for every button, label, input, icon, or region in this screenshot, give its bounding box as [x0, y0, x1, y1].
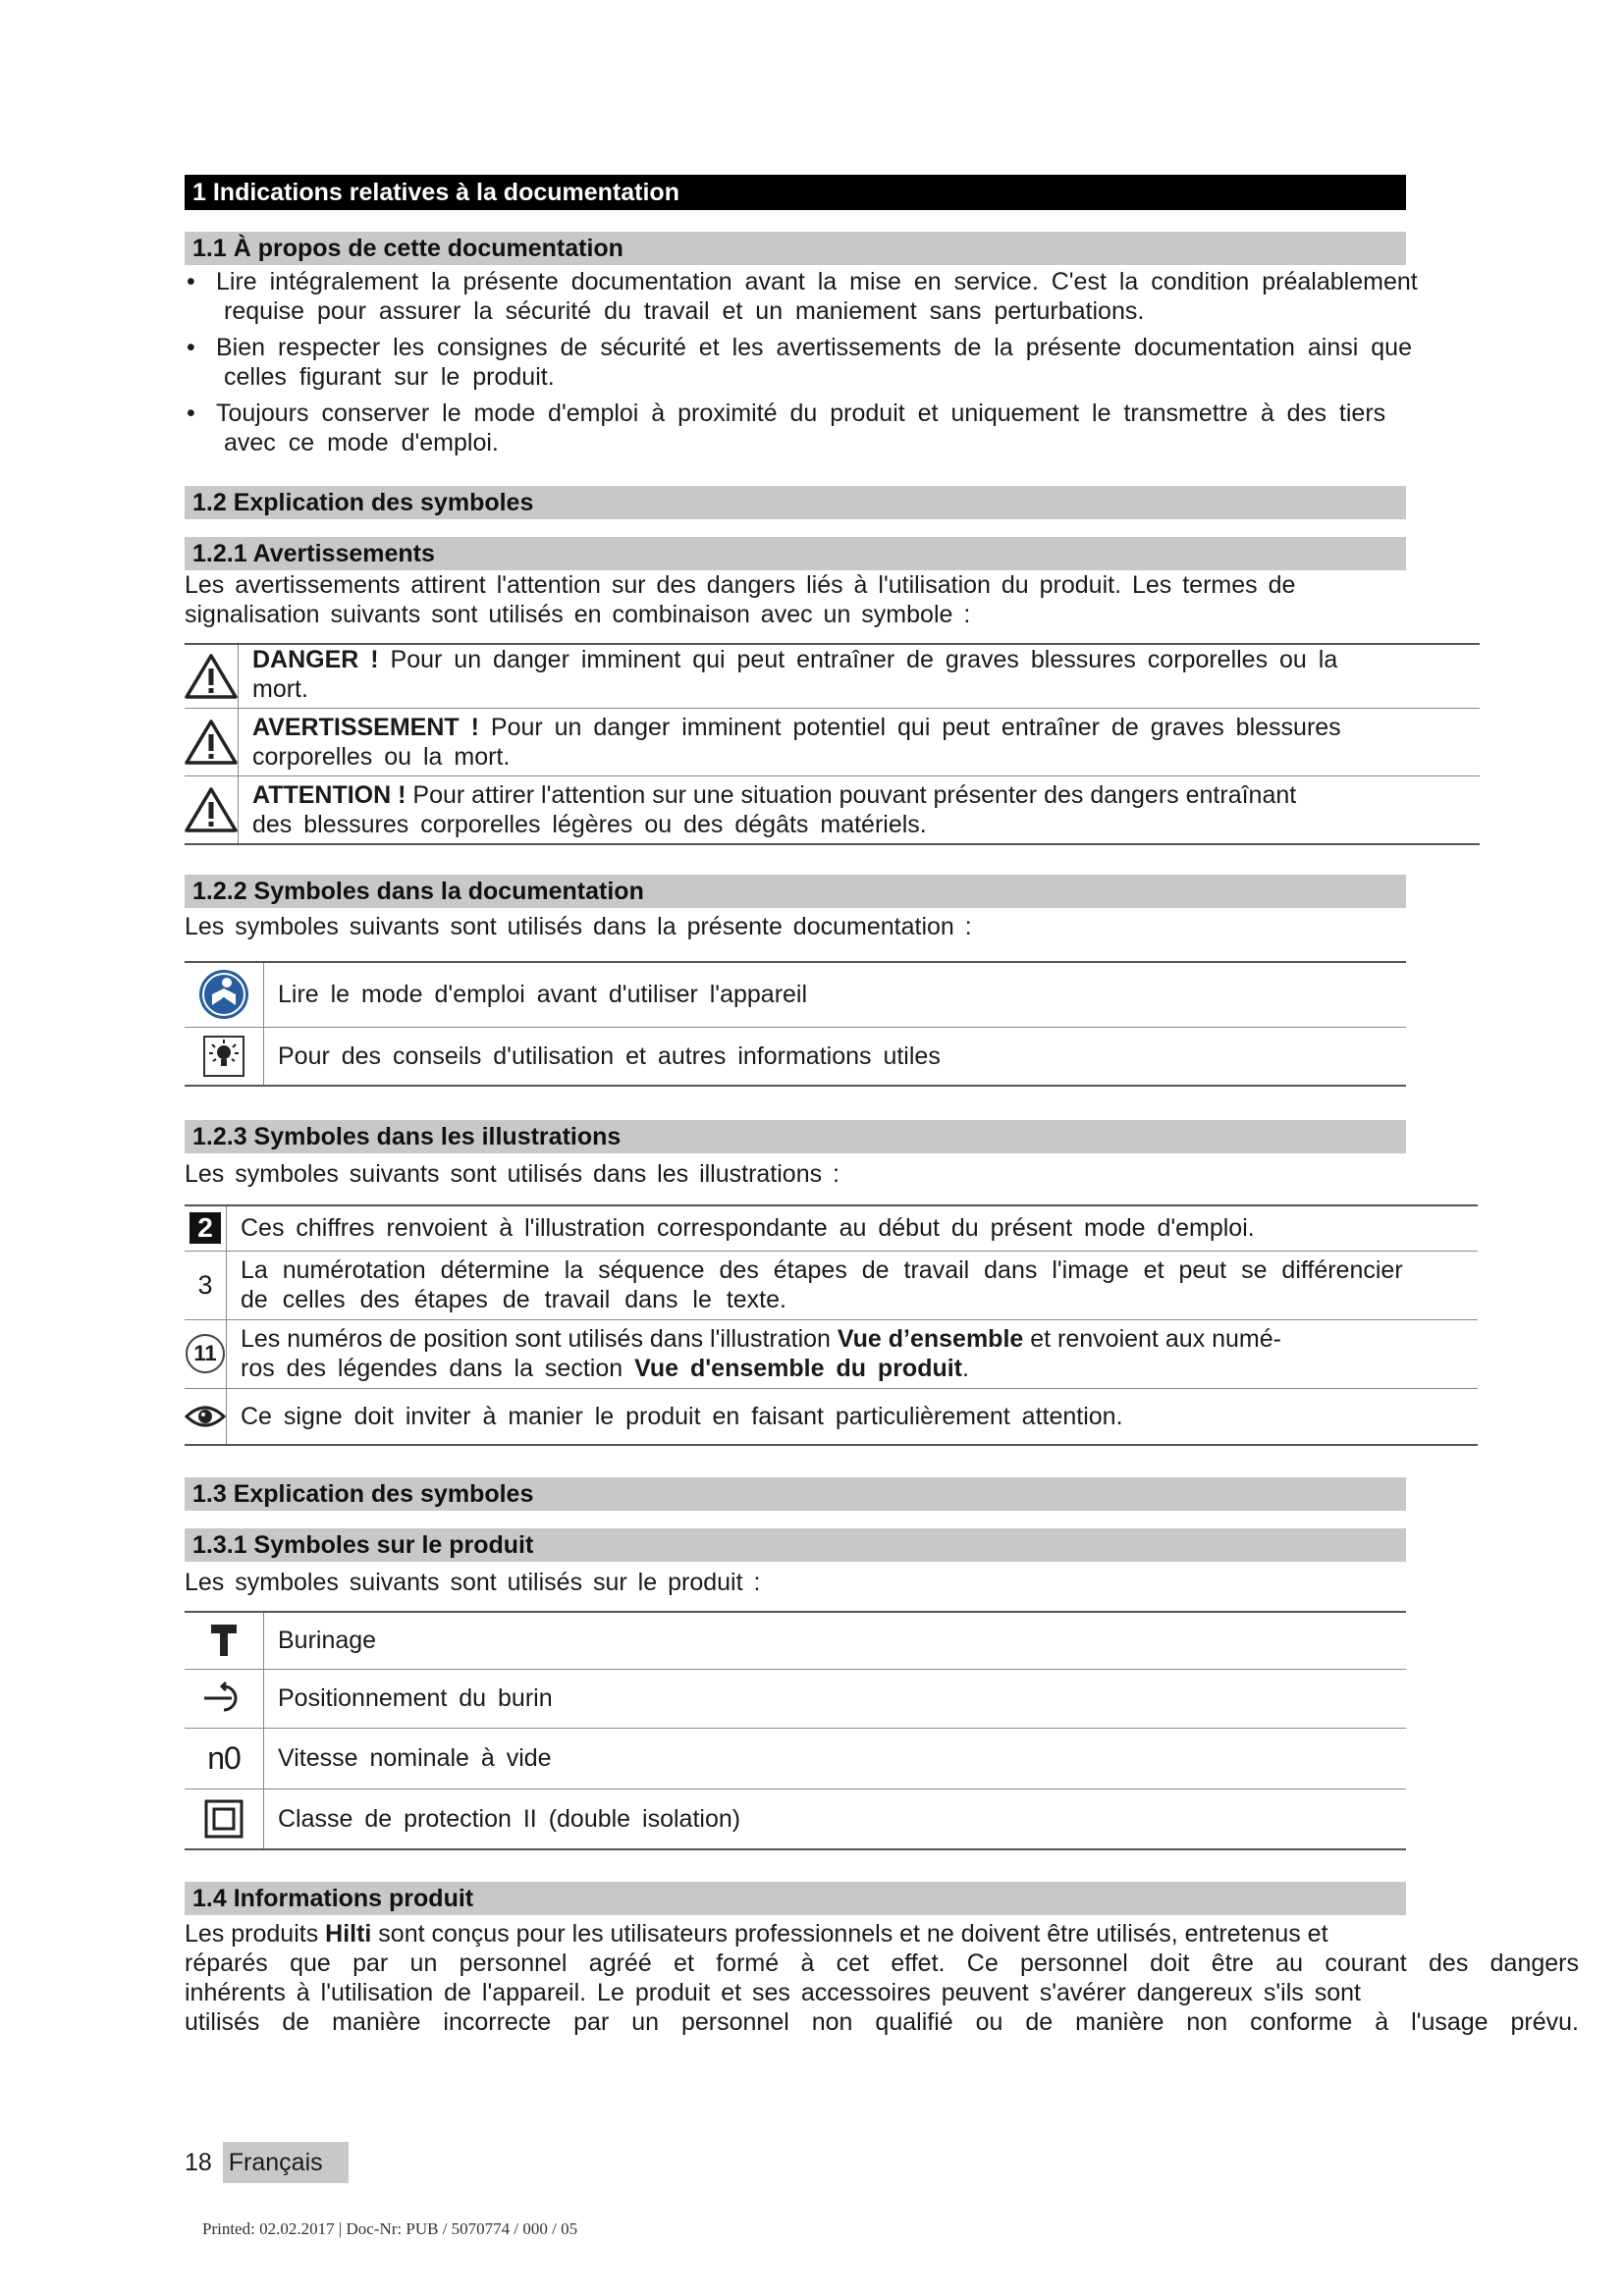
list-item: • Toujours conserver le mode d'emploi à proximité du produit et uniquement le transmettre à des tiers avec ce mode d'emploi.: [185, 399, 1549, 457]
section-1-4-heading: 1.4 Informations produit: [185, 1882, 1406, 1915]
table-row: [185, 1612, 1406, 1669]
table-row: 3 La numérotation détermine la séquence des étapes de travail dans l'image et peut se différencier de celles des étapes de travail dans le texte.: [185, 1251, 1478, 1319]
doc-symbol-text: Lire le mode d'emploi avant d'utiliser l'appareil: [278, 981, 808, 1009]
step-number: 3: [197, 1269, 213, 1300]
chisel-icon: [209, 1623, 239, 1658]
illustration-symbol-text: Ces chiffres renvoient à l'illustration correspondante au début du présent mode d'emploi.: [241, 1214, 1255, 1243]
table-row: [185, 1388, 1478, 1445]
doc-symbols-intro: Les symboles suivants sont utilisés dans la présente documentation :: [185, 913, 972, 940]
section-1-3-heading: 1.3 Explication des symboles: [185, 1477, 1406, 1511]
list-item: • Bien respecter les consignes de sécurité et les avertissements de la présente documentation ainsi que celles figurant sur le produit.: [185, 333, 1549, 392]
page-number: 18: [185, 2149, 212, 2176]
section-1-2-2-heading: 1.2.2 Symboles dans la documentation: [185, 875, 1406, 908]
table-row: ATTENTION ! Pour attirer l'attention sur une situation pouvant présenter des dangers entraînant des blessures corporelles légères ou des dégâts matériels.: [185, 776, 1480, 845]
section-1-2-1-heading: 1.2.1 Avertissements: [185, 537, 1406, 570]
double-insulation-icon: [204, 1799, 244, 1839]
tip-lightbulb-icon: [202, 1035, 245, 1078]
warning-triangle-icon: [185, 719, 238, 766]
table-row: [185, 1027, 1406, 1086]
doc-symbol-text: Pour des conseils d'utilisation et autres informations utiles: [278, 1041, 941, 1070]
product-symbol-text: Classe de protection II (double isolation): [278, 1804, 741, 1833]
product-symbol-text: Positionnement du burin: [278, 1684, 553, 1712]
product-symbol-text: Burinage: [278, 1627, 377, 1655]
section-1-2-heading: 1.2 Explication des symboles: [185, 486, 1406, 519]
illustration-symbols-intro: Les symboles suivants sont utilisés dans les illustrations :: [185, 1160, 840, 1188]
product-symbols-intro: Les symboles suivants sont utilisés sur le produit :: [185, 1569, 761, 1596]
section-1-heading: 1 Indications relatives à la documentation: [185, 175, 1406, 210]
product-symbol-text: Vitesse nominale à vide: [278, 1744, 552, 1772]
warnings-table: [185, 643, 1480, 845]
table-row: AVERTISSEMENT ! Pour un danger imminent potentiel qui peut entraîner de graves blessures corporelles ou la mort.: [185, 709, 1480, 776]
page-footer: [185, 2142, 349, 2183]
warning-triangle-icon: [185, 786, 238, 833]
product-information-text: Les produits Hilti sont conçus pour les utilisateurs professionnels et ne doivent être utilisés, entretenus et réparés que par un personnel agréé et formé à cet effet. Ce personnel doit être au courant des dangers inhérents à l'utilisation de l'appareil. Le produit et ses accessoires peuvent s'avérer dangereux s'ils sont utilisés de manière incorrecte par un personnel non qualifié ou de manière non conforme à l'usage prévu.: [185, 1920, 1579, 2036]
brand-name: Hilti: [325, 1920, 372, 1948]
chisel-positioning-icon: [202, 1681, 245, 1716]
warning-text: Pour un danger imminent potentiel qui peut entraîner de graves blessures: [478, 714, 1341, 741]
eye-icon: [185, 1403, 226, 1430]
read-manual-icon: [197, 968, 250, 1021]
document-page: [185, 175, 1579, 2037]
section-1-2-3-heading: 1.2.3 Symboles dans les illustrations: [185, 1120, 1406, 1153]
warning-signal-word: DANGER !: [252, 646, 379, 673]
table-row: 11 Les numéros de position sont utilisés dans l'illustration Vue d’ensemble et renvoient aux numé- ros des légendes dans la section Vue d'ensemble du produit.: [185, 1319, 1478, 1388]
product-symbols-table: [185, 1611, 1406, 1850]
illustration-symbol-text: Ce signe doit inviter à manier le produit en faisant particulièrement attention.: [241, 1402, 1123, 1430]
section-1-1-heading: 1.1 À propos de cette documentation: [185, 232, 1406, 265]
warning-triangle-icon: [185, 653, 238, 700]
table-row: [185, 1205, 1478, 1251]
warning-signal-word: ATTENTION !: [252, 781, 406, 809]
table-row: [185, 962, 1406, 1027]
warnings-intro: Les avertissements attirent l'attention sur des dangers liés à l'utilisation du produit. Les termes de signalisation suivants sont utilisés en combinaison avec un symbole :: [185, 571, 1296, 628]
warning-text: Pour attirer l'attention sur une situation pouvant présenter des dangers entraînant: [406, 781, 1297, 809]
table-row: [185, 1728, 1406, 1789]
list-item: • Lire intégralement la présente documentation avant la mise en service. C'est la condition préalablement requise pour assurer la sécurité du travail et un maniement sans perturbations.: [185, 267, 1549, 326]
figure-number-badge: 2: [189, 1212, 221, 1244]
language-label: Français: [223, 2142, 349, 2183]
doc-symbols-table: [185, 961, 1406, 1087]
nominal-speed-symbol: n0: [207, 1739, 241, 1776]
print-info: Printed: 02.02.2017 | Doc-Nr: PUB / 5070774 / 000 / 05: [202, 2219, 578, 2238]
illustration-symbol-text: La numérotation détermine la séquence des étapes de travail dans l'image et peut se différencier: [241, 1256, 1403, 1284]
table-row: [185, 1669, 1406, 1728]
warning-text: Pour un danger imminent qui peut entraîner de graves blessures corporelles ou la: [378, 646, 1338, 673]
position-number-circle: 11: [186, 1334, 225, 1373]
section-1-3-1-heading: 1.3.1 Symboles sur le produit: [185, 1528, 1406, 1562]
table-row: [185, 1789, 1406, 1849]
warning-signal-word: AVERTISSEMENT !: [252, 714, 479, 741]
table-row: DANGER ! Pour un danger imminent qui peut entraîner de graves blessures corporelles ou la mort.: [185, 644, 1480, 709]
documentation-bullets: [185, 267, 1549, 457]
illustration-symbols-table: [185, 1204, 1478, 1446]
